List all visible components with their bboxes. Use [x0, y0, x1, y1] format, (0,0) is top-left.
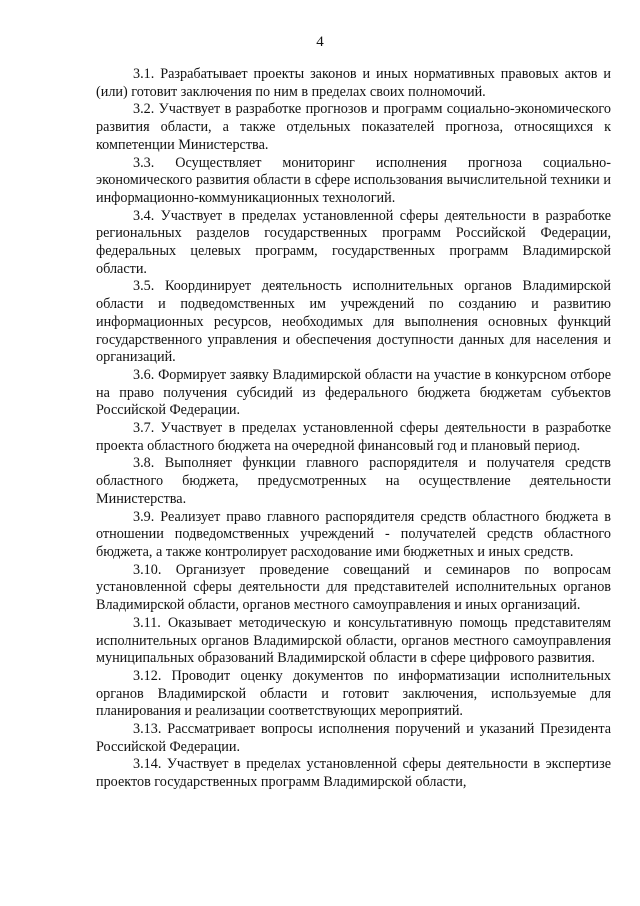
paragraph-3-8: 3.8. Выполняет функции главного распорядителя и получателя средств областного бюджета, предусмотренных на осуществление деятельности Министерства.: [96, 455, 611, 507]
paragraph-3-3: 3.3. Осуществляет мониторинг исполнения прогноза социально-экономического развития области в сфере использования вычислительной техники и информационно-коммуникационных технологий.: [96, 154, 611, 206]
paragraph-3-2: 3.2. Участвует в разработке прогнозов и программ социально-экономического развития области, а также отдельных показателей прогноза, относящихся к компетенции Министерства.: [96, 101, 611, 153]
paragraph-3-1: 3.1. Разрабатывает проекты законов и иных нормативных правовых актов и (или) готовит заключения по ним в пределах своих полномочий.: [96, 66, 611, 100]
paragraph-3-10: 3.10. Организует проведение совещаний и семинаров по вопросам установленной сферы деятельности для представителей исполнительных органов Владимирской области, органов местного самоуправления и иных организаций.: [96, 561, 611, 614]
paragraph-3-5: 3.5. Координирует деятельность исполнительных органов Владимирской области и подведомственных им учреждений по созданию и развитию информационных ресурсов, необходимых для выполнения основных функций государственного управления и обеспечения доступности данных для населения и организаций.: [96, 278, 611, 366]
paragraph-3-12: 3.12. Проводит оценку документов по информатизации исполнительных органов Владимирской области и готовит заключения, используемые для планирования и реализации соответствующих мероприятий.: [96, 667, 611, 720]
document-body: [96, 66, 611, 792]
paragraph-3-7: 3.7. Участвует в пределах установленной сферы деятельности в разработке проекта областного бюджета на очередной финансовый год и плановый период.: [96, 420, 611, 454]
paragraph-3-6: 3.6. Формирует заявку Владимирской области на участие в конкурсном отборе на право получения субсидий из федерального бюджета бюджетам субъектов Российской Федерации.: [96, 366, 611, 419]
paragraph-3-13: 3.13. Рассматривает вопросы исполнения поручений и указаний Президента Российской Федерации.: [96, 721, 611, 755]
paragraph-3-9: 3.9. Реализует право главного распорядителя средств областного бюджета в отношении подведомственных учреждений - получателей средств областного бюджета, а также контролирует расходование ими бюджетных и иных средств.: [96, 508, 611, 560]
paragraph-3-11: 3.11. Оказывает методическую и консультативную помощь представителям исполнительных органов Владимирской области, органов местного самоуправления муниципальных образований Владимирской области в сфере цифрового развития.: [96, 614, 611, 667]
paragraph-3-4: 3.4. Участвует в пределах установленной сферы деятельности в разработке региональных разделов государственных программ Российской Федерации, федеральных целевых программ, государственных программ Владимирской области.: [96, 207, 611, 277]
page-number: 4: [316, 34, 324, 50]
paragraph-3-14: 3.14. Участвует в пределах установленной сферы деятельности в экспертизе проектов государственных программ Владимирской области,: [96, 756, 611, 791]
